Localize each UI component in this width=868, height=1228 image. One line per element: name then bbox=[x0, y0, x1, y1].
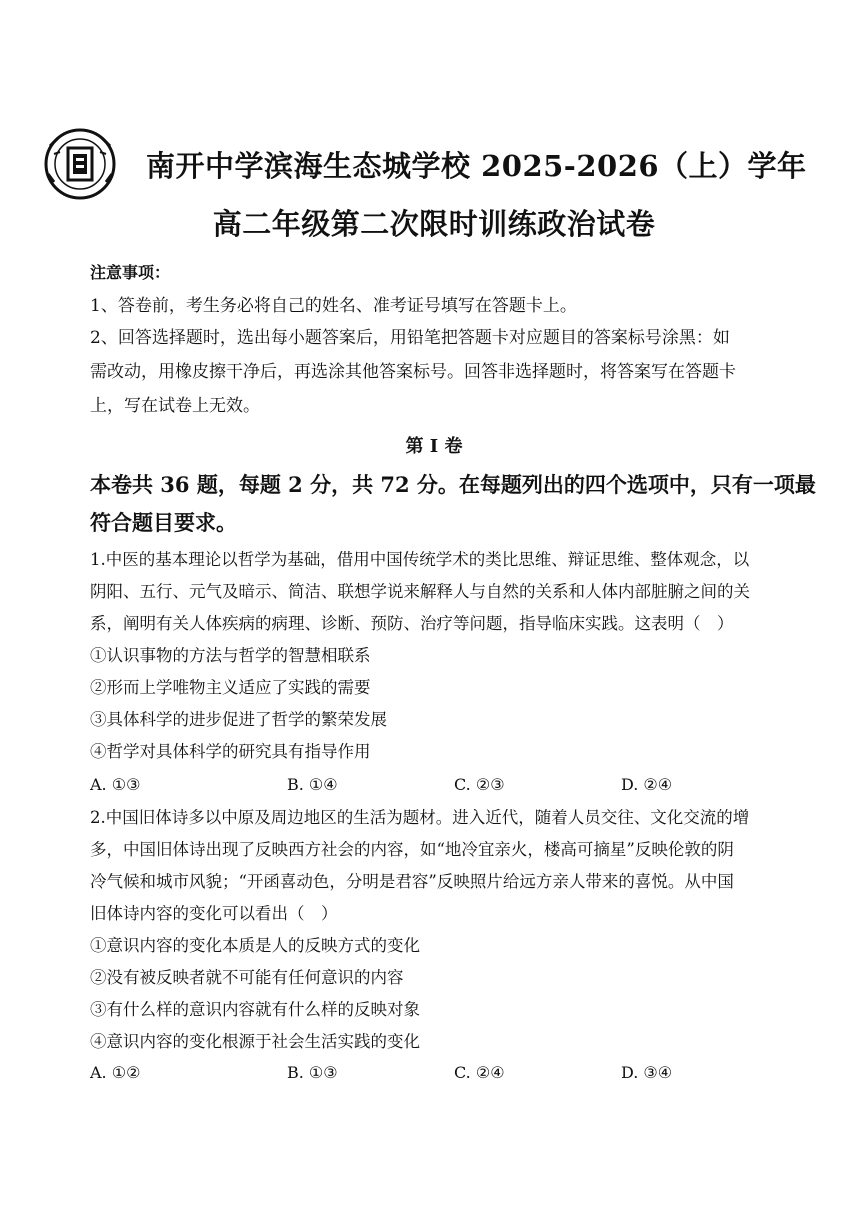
section-desc-line2: 符合题目要求。 bbox=[90, 510, 237, 535]
section-title: 第 I 卷 bbox=[405, 436, 463, 457]
statement-2: ②形而上学唯物主义适应了实践的需要 bbox=[90, 678, 371, 697]
notice-item-2-line2: 需改动，用橡皮擦干净后，再选涂其他答案标号。回答非选择题时，将答案写在答题卡 bbox=[90, 362, 736, 382]
option-c: C. ②④ bbox=[454, 1063, 505, 1082]
question-stem-line: 2.中国旧体诗多以中原及周边地区的生活为题材。进入近代，随着人员交往、文化交流的增 bbox=[90, 808, 750, 827]
statement-4: ④意识内容的变化根源于社会生活实践的变化 bbox=[90, 1032, 420, 1051]
exam-title-line1: 南开中学滨海生态城学校 2025-2026（上）学年 bbox=[146, 149, 807, 183]
notice-item-1: 1、答卷前，考生务必将自己的姓名、准考证号填写在答题卡上。 bbox=[90, 296, 577, 316]
question-stem-line: 多，中国旧体诗出现了反映西方社会的内容，如“地冷宜亲火，楼高可摘星”反映伦敦的阴 bbox=[90, 840, 734, 859]
notice-item-2-line3: 上，写在试卷上无效。 bbox=[90, 396, 260, 416]
option-b: B. ①③ bbox=[287, 1063, 338, 1082]
question-stem-line: 旧体诗内容的变化可以看出（ ） bbox=[90, 904, 338, 923]
question-stem-line: 阴阳、五行、元气及暗示、简洁、联想学说来解释人与自然的关系和人体内部脏腑之间的关 bbox=[90, 582, 750, 601]
question-stem-line: 系，阐明有关人体疾病的病理、诊断、预防、治疗等问题，指导临床实践。这表明（ ） bbox=[90, 614, 734, 633]
option-a: A. ①② bbox=[90, 1063, 141, 1082]
exam-title-line2: 高二年级第二次限时训练政治试卷 bbox=[212, 207, 656, 241]
statement-3: ③具体科学的进步促进了哲学的繁荣发展 bbox=[90, 710, 387, 729]
statement-4: ④哲学对具体科学的研究具有指导作用 bbox=[90, 742, 371, 761]
statement-1: ①认识事物的方法与哲学的智慧相联系 bbox=[90, 646, 371, 665]
school-seal-logo bbox=[40, 124, 158, 202]
option-a: A. ①③ bbox=[90, 775, 141, 794]
statement-1: ①意识内容的变化本质是人的反映方式的变化 bbox=[90, 936, 420, 955]
notice-item-2-line1: 2、回答选择题时，选出每小题答案后，用铅笔把答题卡对应题目的答案标号涂黑：如 bbox=[90, 328, 730, 348]
option-c: C. ②③ bbox=[454, 775, 505, 794]
statement-2: ②没有被反映者就不可能有任何意识的内容 bbox=[90, 968, 404, 987]
option-d: D. ②④ bbox=[621, 775, 673, 794]
question-stem-line: 冷气候和城市风貌；“开函喜动色，分明是君容”反映照片给远方亲人带来的喜悦。从中国 bbox=[90, 872, 734, 891]
option-d: D. ③④ bbox=[621, 1063, 673, 1082]
question-stem-line: 1.中医的基本理论以哲学为基础，借用中国传统学术的类比思维、辩证思维、整体观念，以 bbox=[90, 550, 750, 569]
notice-heading: 注意事项： bbox=[90, 263, 171, 282]
statement-3: ③有什么样的意识内容就有什么样的反映对象 bbox=[90, 1000, 420, 1019]
option-b: B. ①④ bbox=[287, 775, 338, 794]
section-desc-line1: 本卷共 36 题，每题 2 分，共 72 分。在每题列出的四个选项中，只有一项最 bbox=[90, 472, 816, 497]
